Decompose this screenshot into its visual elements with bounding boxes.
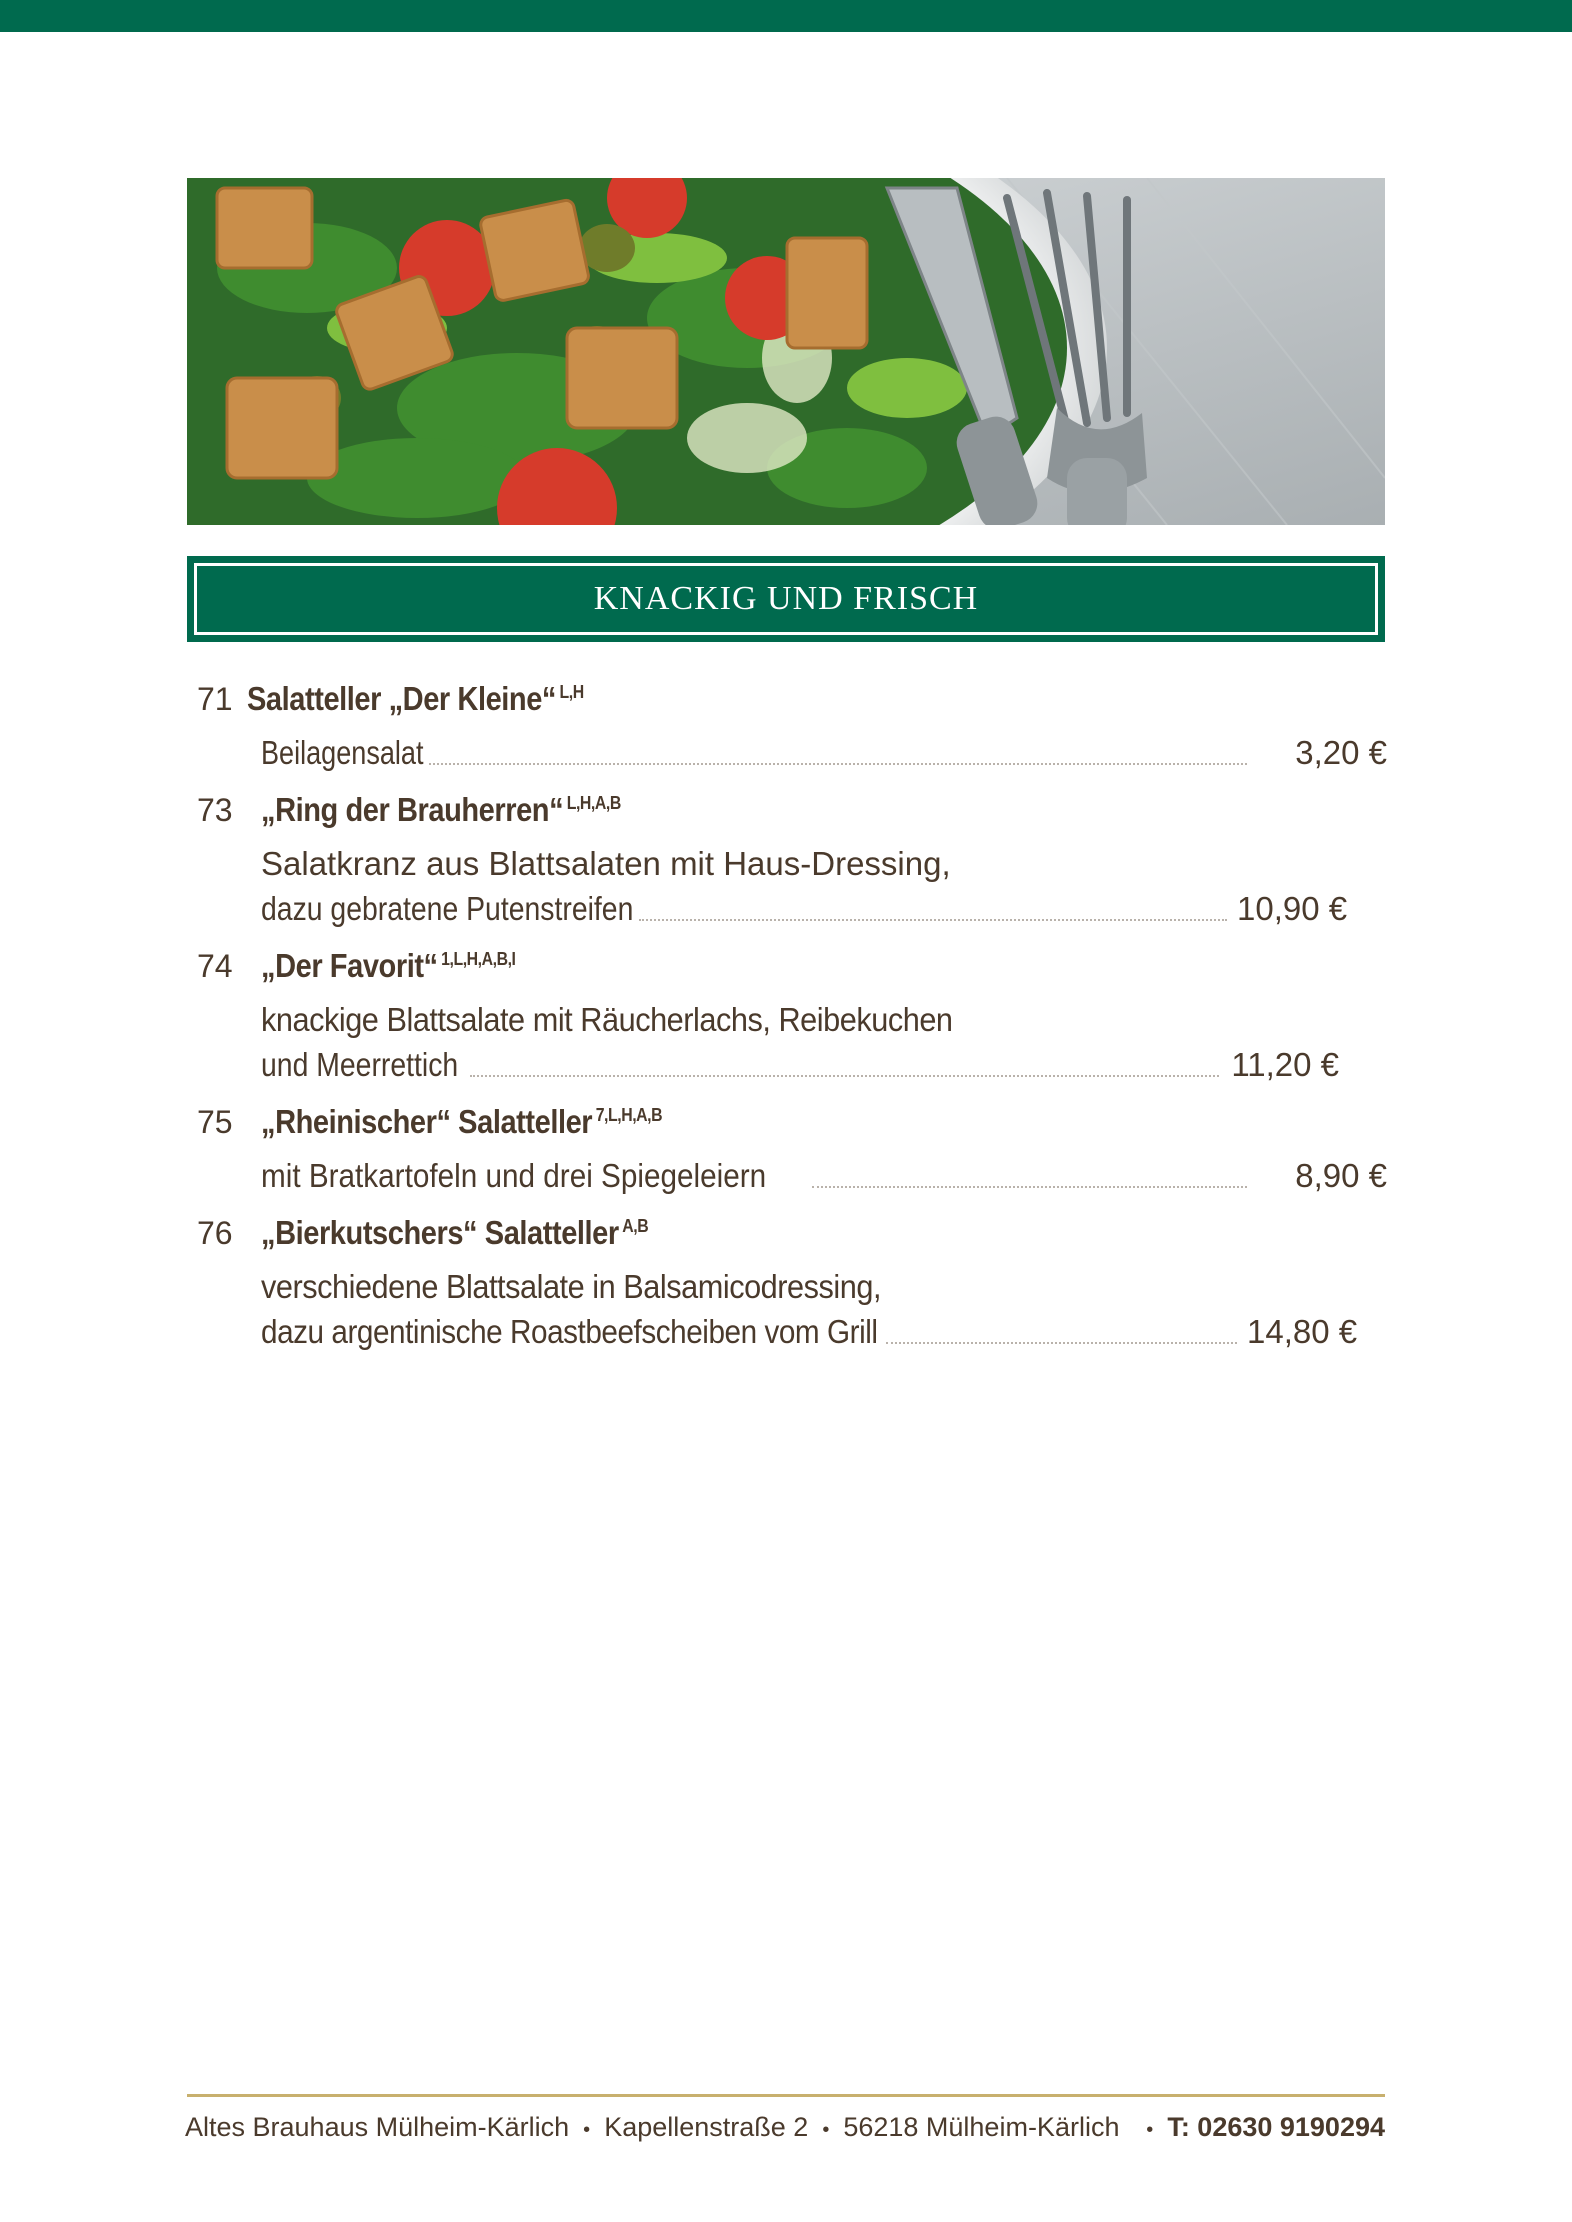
item-description-line (261, 1309, 1387, 1354)
item-name (247, 680, 584, 718)
footer-separator: • (1146, 2119, 1154, 2141)
footer-street: Kapellenstraße 2 (604, 2112, 809, 2142)
item-description-line (261, 730, 1387, 775)
menu-item-73 (197, 791, 1387, 931)
footer (185, 2112, 1385, 2143)
item-name (261, 947, 516, 985)
price-leader (886, 1341, 1237, 1344)
item-number: 74 (197, 948, 233, 984)
item-description-line (261, 1153, 1387, 1198)
footer-rule (187, 2094, 1385, 2097)
item-name (261, 791, 621, 829)
item-description: verschiedene Blattsalate in Balsamicodressing, (261, 1268, 882, 1305)
menu-item-head (197, 1214, 1387, 1264)
item-price: 14,80 € (1247, 1313, 1358, 1350)
menu-item-75 (197, 1103, 1387, 1198)
item-name-text: „Bierkutschers“ Salatteller (261, 1214, 619, 1251)
item-description-line (261, 1264, 1387, 1309)
item-description-line (261, 1042, 1387, 1087)
item-description: dazu gebratene Putenstreifen (261, 890, 634, 927)
item-allergens: A,B (622, 1216, 649, 1236)
menu-list (197, 680, 1387, 1370)
footer-phone: T: 02630 9190294 (1167, 2112, 1385, 2142)
footer-separator: • (583, 2119, 591, 2141)
salad-photo (187, 178, 1385, 525)
item-price: 3,20 € (1295, 734, 1387, 771)
top-brand-bar (0, 0, 1572, 32)
footer-city: 56218 Mülheim-Kärlich (843, 2112, 1120, 2142)
item-name-text: „Ring der Brauherren“ (261, 791, 564, 828)
menu-item-head (197, 947, 1387, 997)
section-header (187, 556, 1385, 642)
item-price: 10,90 € (1237, 890, 1348, 927)
item-number: 76 (197, 1215, 233, 1251)
menu-item-head (197, 791, 1387, 841)
item-name-text: Salatteller „Der Kleine“ (247, 680, 557, 717)
menu-item-76 (197, 1214, 1387, 1354)
item-description-line (261, 997, 1387, 1042)
section-title: KNACKIG UND FRISCH (593, 580, 979, 617)
item-allergens: 7,L,H,A,B (595, 1105, 663, 1125)
item-number: 71 (197, 681, 233, 717)
item-description: mit Bratkartofeln und drei Spiegeleiern (261, 1157, 767, 1194)
item-name (261, 1103, 662, 1141)
price-leader (812, 1185, 1247, 1188)
menu-item-74 (197, 947, 1387, 1087)
item-price: 11,20 € (1231, 1046, 1339, 1083)
item-allergens: L,H,A,B (566, 793, 621, 813)
menu-item-71 (197, 680, 1387, 775)
item-description-line (261, 841, 1387, 886)
item-allergens: L,H (559, 682, 584, 702)
item-description: knackige Blattsalate mit Räucherlachs, Reibekuchen (261, 1001, 953, 1038)
menu-item-head (197, 680, 1387, 730)
salad-illustration (187, 178, 1385, 525)
item-name-text: „Rheinischer“ Salatteller (261, 1103, 593, 1140)
footer-separator: • (822, 2119, 830, 2141)
section-header-frame (194, 563, 1378, 635)
item-number: 75 (197, 1104, 233, 1140)
item-description: und Meerrettich (261, 1046, 459, 1083)
footer-restaurant-name: Altes Brauhaus Mülheim-Kärlich (185, 2112, 570, 2142)
item-number: 73 (197, 792, 233, 828)
item-description: dazu argentinische Roastbeefscheiben vom Grill (261, 1313, 878, 1350)
menu-item-head (197, 1103, 1387, 1153)
item-name (261, 1214, 648, 1252)
item-description: Salatkranz aus Blattsalaten mit Haus-Dressing, (261, 845, 951, 882)
item-price: 8,90 € (1295, 1157, 1387, 1194)
price-leader (429, 762, 1247, 765)
price-leader (639, 918, 1227, 921)
item-description-line (261, 886, 1387, 931)
item-allergens: 1,L,H,A,B,I (441, 949, 516, 969)
item-description: Beilagensalat (261, 734, 424, 771)
item-name-text: „Der Favorit“ (261, 947, 438, 984)
price-leader (470, 1074, 1219, 1077)
